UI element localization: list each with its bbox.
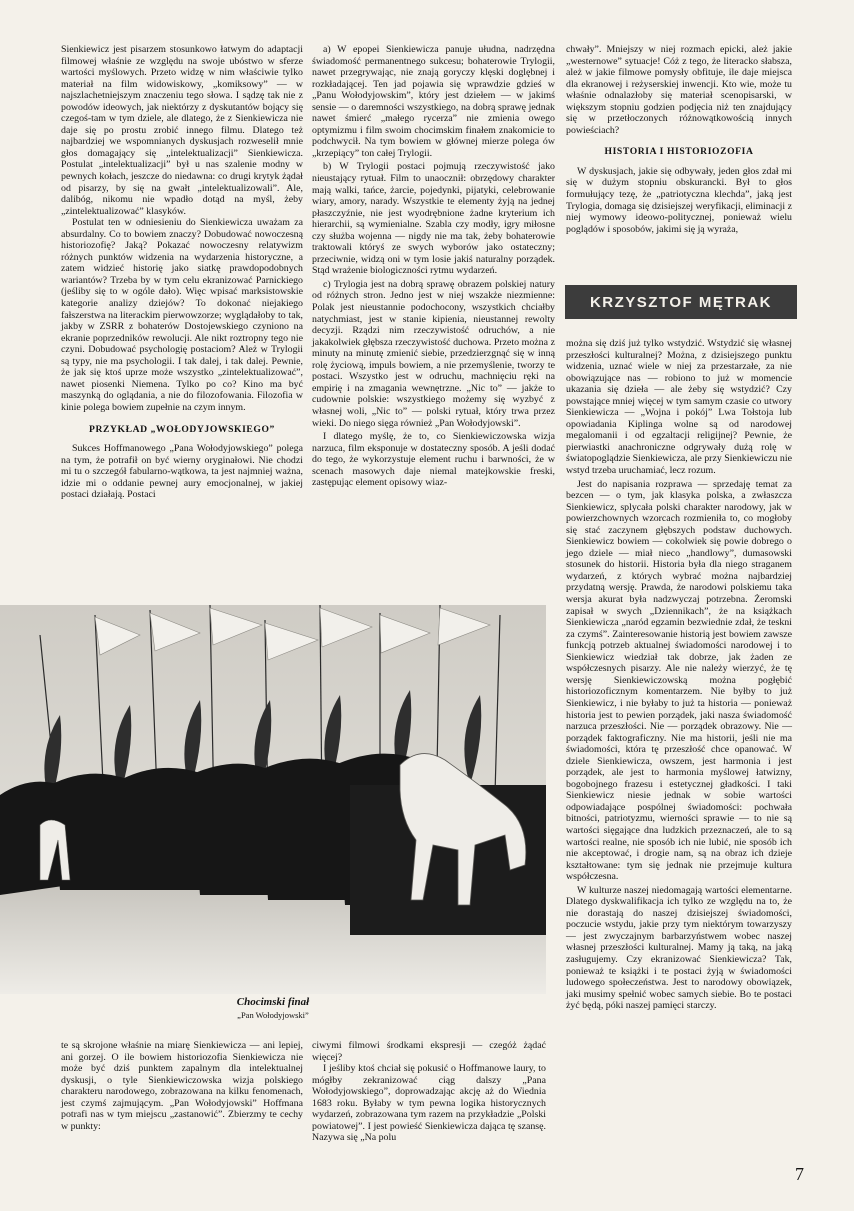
paragraph: ciwymi filmowi środkami ekspresji — czegóż żądać więcej? [312, 1040, 546, 1063]
paragraph: I dlatego myślę, że to, co Sienkiewiczowska wizja narzuca, film eksponuje w dostateczny sposób. A jeśli dodać do tego, że wykorzystuje element ruchu i barwności, że w scenach masowych daje niemal matejkowskie freski, zastępując element opisowy wiaz- [312, 431, 555, 489]
page-number: 7 [795, 1164, 804, 1184]
column-3-bottom [566, 338, 792, 1012]
film-still-photo [0, 605, 546, 994]
caption-subtitle: „Pan Wołodyjowski” [237, 1010, 309, 1020]
section-heading: PRZYKŁAD „WOŁODYJOWSKIEGO” [89, 423, 275, 435]
paragraph: Sienkiewicz jest pisarzem stosunkowo łatwym do adaptacji filmowej właśnie ze względu na swoje ubóstwo w sferze wartości myślowych. Przeto widzę w nim właściwie tylko materiał na film widowiskowy, „komiksowy” — w najszlachetniejszym znaczeniu tego słowa. I sądzę tak nie z powodów ideowych, jak niektórzy z dyskutantów bojący się czegoś-tam w tym dziele, ale dlatego, że z Sienkiewicza nie daje się po prostu zrobić innego filmu. Dlatego też najbardziej we wspomnianych dyskusjach rozweselił mnie głos domagający się „intelektualizacji” Sienkiewicza. Postulat „intelektualizacji” był u nas szaleniе modny w pewnych kołach, jeszcze do niedawna: co drugi krytyk żądał od pisarzy, by się na gwałt „intelektualizowali”. Ale, dalibóg, nikomu nie wpadło dotąd na myśl, żeby „zintelektualizować” klasyków. [61, 44, 303, 217]
bottom-column-2 [312, 1040, 546, 1144]
paragraph: można się dziś już tylko wstydzić. Wstydzić się własnej przeszłości kulturalnej? Można, z dzisiejszego punktu widzenia, uznać wiele w niej za przestarzałe, za nie obowiązujące nas — robiono to już w momencie ukazania się dzieła — ale żeby się wstydzić? Czy powstające mniej więcej w tym samym czasie co utwory Sienkiewicza — „Wojna i pokój” Lwa Tołstoja lub opowiadania Kiplinga wolne są od narodowej megalomanii i od egzaltacji religijnej? Pewnie, że pierwiastki anachroniczne odgrywały dużą rolę w światopoglądzie Sienkiewicza, ale przy Sienkiewiczu nie wstyd trzeba uruchamiać, lecz rozum. [566, 338, 792, 477]
column-3-top [566, 44, 792, 235]
paragraph: I jeśliby ktoś chciał się pokusić o Hoffmanowe laury, to mógłby zekranizować ciąg dalszy „Pana Wołodyjowskiego”, doprowadzając akcję aż do Wiednia 1683 roku. Byłaby w tym pewna logika historycznych wydarzeń, zobrazowana tym razem na przykładzie „Polski powiatowej”. I jest powieść Sienkiewicza dająca tę szansę. Nazywa się „Na polu [312, 1063, 546, 1144]
caption-title: Chocimski finał [236, 996, 310, 1008]
paragraph: Jest do napisania rozprawa — sprzedaję temat za bezcen — o tym, jak klasyka polska, a zwłaszcza Sienkiewicz, splycała polski charakter narodowy, jak w powierzchownych wzorcach rozmieniła to, co mogłoby się stać zaczynem głębszych podstaw duchowych. Sienkiewicz bowiem — cokolwiek się powie dobrego o jego dziele — miał nieco „handlowy”, dumasowski stosunek do historii. Historia była dla niego straganem wydarzeń, z których wybrać można najbardziej przydatną wersję. Prawda, że narodowi polskiemu taka wersja akurat była nadzwyczaj potrzebna. Żeromski zapisał w swych „Dziennikach”, że na książkach Sienkiewicza „naród egzamin bezwiednie zdał, że teskni za czymś”. Zainteresowanie historią jest bowiem zawsze funkcją potrzeb aktualnej świadomości narodowej i to Sienkiewicz wiedział tak dobrze, jak żaden ze współczesnych pisarzy. Ale nie należy wierzyć, że tę wersję Sienkiewiczowską można pogłębić historiozoficznym komentarzem. Nie byłby to już Sienkiewicz, i nie byłaby to już ta historia — ponieważ historia jest to pewien porządek, jaki nasza świadomość narzuca przeszłości. Nie — porządek obrazowy. Nie — porządek faktograficzny. Nie ma historii, jeśli nie ma świadomości, która tę przeszłość chce opanować. W dziele Sienkiewicza, owszem, jest harmonia i jest porządek, ale jest to harmonia myślowej łatwizny, bogobojnego frazesu i estetycznej gładkości. I taki Sienkiewicz niesie jednak w sobie wartości odpowiadające pospólnej świadomości: pochwała bitności, patriotyzmu, wierności sprawie — to nie są wartości sięgające dna ludzkich przeznaczeń, ale to są wartości realne, nie sposób ich nie lubić, nie sposób ich nie akceptować, i drogie nam, są na obraz ich dzieje kształtowane: tym się jednak nie przejmuje kultura współczesna. [566, 478, 792, 883]
paragraph: chwały”. Mniejszy w niej rozmach epicki, ależ jakie „westernowe” sytuacje! Cóż z tego, że literacko słabsza, ależ w jakie filmowe pomysły obfituje, ile daje miejsca dla ekranowej i reżyserskiej inwencji. Kto wie, może tu właśnie odnalazłoby się materiał scenopisarski, w większym stopniu godzien podjęcia niż ten znajdujący się w przetłoczonych różnowątkowością innych powieściach? [566, 44, 792, 136]
paragraph: te są skrojone właśnie na miarę Sienkiewicza — ani lepiej, ani gorzej. O ile bowiem historiozofia Sienkiewicza nie może być dziś punktem zapalnym dla intelektualnej dyskusji, o tyle Sienkiewiczowska wizja polskiego charakteru narodowego, zobrazowana na kilku fenomenach, jest czymś zajmującym. „Pan Wołodyjowski” Hoffmana potrafi nas w tym miejscu „zastanowić”. Zbierzmy te cechy w punkty: [61, 1040, 303, 1132]
paragraph: c) Trylogia jest na dobrą sprawę obrazem polskiej natury od różnych stron. Jedno jest w niej wszakże niezmienne: Polak jest nieustannie podochocony, wszystkich chciałby natychmiast, jest w stanie kipienia, nieustannej rewolty decyzji. Rządzi nim rzeczywistość odruchów, a nie jakakolwiek głębsza rzeczywistość duchowa. Przeto można z minuty na minutę zmienić siebie, przedzierzgnąć się w inną rolę życiową, impuls bowiem, a nie przemyślenie, tworzy te postaci. Wszystko jest w odruchu, machnięciu ręki na empirię i na zmagania wewnętrzne. „Nic to” — jakże to cudownie polskie: wszystkiego możemy się wyzbyć z własnej woli, „Nic to” — polski rytuał, który trwa przez wieki. Do niego sięga również „Pan Wołodyjowski”. [312, 278, 555, 429]
bottom-column-1 [61, 1040, 303, 1132]
winged-hussars-illustration [0, 605, 546, 994]
author-name-banner: KRZYSZTOF MĘTRAK [565, 285, 797, 319]
section-heading: HISTORIA I HISTORIOZOFIA [604, 146, 754, 158]
paragraph: Postulat ten w odniesieniu do Sienkiewicza uważam za absurdalny. Co to bowiem znaczy? Dobudować nowoczesną historiozofię? Jaką? Pokazać nowoczesny relatywizm różnych punktów widzenia na wydarzenia historyczne, a zatem widzieć historię jako siatkę prawdopodobnych wariantów? Trzeba by w tym celu ekranizować Parnickiego (jeśliby się to w ogóle dało). Więc wpisać marksistowskie kategorie analizy dziejów? To dokonać niejakiego fałszerstwa na literackim pierwowzorze; wyglądałoby to tak, jakby w ZSRR z bohaterów Dostojewskiego czyniono na ekranie poprzedników rewolucji. Ale nikt roztropny tego nie czyni. Dobudować psychologię postaciom? Ależ w Trylogii są typy, nie ma psychologii. I tak dalej, i tak dalej. Pewnie, że jak się ktoś uprze może wszystko „zintelektualizować”, nawet piosenki Niemena. Tylko po co? Kino ma być maszynką do oglądania, a nie do filozofowania. Filozofia w kinie polega bowiem zupełnie na czym innym. [61, 217, 303, 413]
column-1 [61, 44, 303, 501]
photo-caption [0, 996, 546, 1020]
paragraph: a) W epopei Sienkiewicza panuje ułudna, nadrzędna świadomość permanentnego sukcesu; bohaterowie Trylogii, nawet przegrywając, nie znają goryczy klęski doglębnej i rozkładającej. Ten jad pojawia się wprawdzie gdzieś w „Panu Wołodyjowskim”, który jest dziełem — w jakimś sensie — o daremności wszystkiego, na dobrą sprawę jednak nawet śmierć „małego rycerza” nie zmienia owego optymizmu i film swoim chocimskim finałem znakomicie to podchwycił. Na tym bowiem w głównej mierze polega ów „krzepiący” ton całej Trylogii. [312, 44, 555, 159]
paragraph: W dyskusjach, jakie się odbywały, jeden głos zdał mi się w dużym stopniu obskurancki. Był to głos formułujący tezę, że „patriotyczna klechda”, jaką jest Trylogia, domaga się dzisiejszej weryfikacji, eliminacji z niej wymowy ideowo-politycznej, ponieważ wielu poglądów i sposobów, jakimi się ją wyraża, [566, 165, 792, 235]
paragraph: W kulturze naszej niedomagają wartości elementarne. Dlatego dyskwalifikacja ich tylko ze względu na to, że nie dorastają do naszej dzisiejszej świadomości, poczucie wstydu, jakie przy tym niektórym towarzyszy — jest zwyczajnym barbarzyństwem wobec naszej własnej przeszłości kulturalnej. Mamy ją taką, na jaką zasługujemy. Czy ekranizować Sienkiewicza? Tak, ponieważ te książki i te postaci żyją w świadomości ludowego społeczeństwa. Jest to narodowy obowiązek, jaki musimy spełnić wobec samych siebie. Bo te postaci żyć będą, póki naszej pamięci starczy. [566, 884, 792, 1012]
paragraph: Sukces Hoffmanowego „Pana Wołodyjowskiego” polega na tym, że potrafił on być wierny oryginałowi. Nie chodzi mi tu o szczegół fabularno-wątkowa, ta jest najmniej ważna, idzie mi o oddanie pewnej aury emocjonalnej, w jakiej postaci działają. Postaci [61, 443, 303, 501]
column-2 [312, 44, 555, 489]
paragraph: b) W Trylogii postaci pojmują rzeczywistość jako nieustający rytuał. Film to unaocznił: obrzędowy charakter mają walki, tańce, żarcie, pojedynki, pijatyki, celebrowanie wiary, amory, narady. Wszystkie te elementy żyją na jednej płaszczyźnie, nie jest wyodrębnione żadne kryterium ich hierarchii, są wymienialne. Szabla czy modły, igry miłosne czy służba wojenna — nigdy nie ma tak, żeby bohaterowie traktowali któryś ze swych wyborów jako ostateczny; przeciwnie, widzą oni w tym losie jakiś naturalny porządek. Stąd wrażenie biologiczności rytmu wydarzeń. [312, 161, 555, 277]
